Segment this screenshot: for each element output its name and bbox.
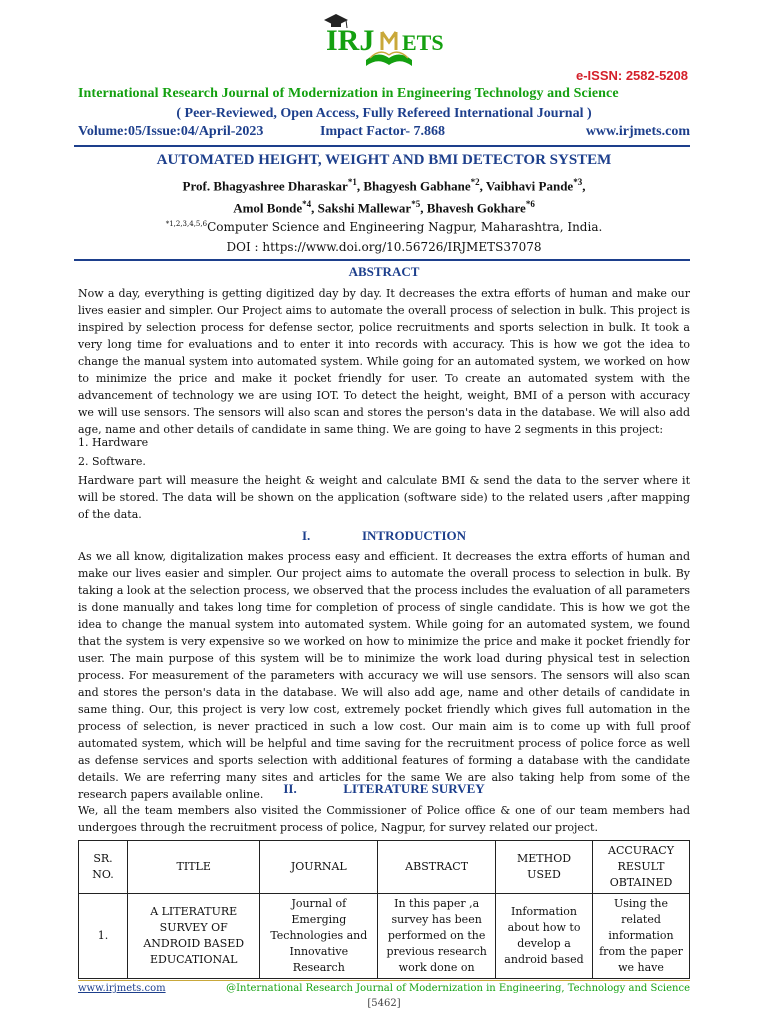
author-name: Bhagyesh Gabhane (363, 178, 471, 194)
intro-heading (0, 528, 768, 544)
section-number: I. (301, 528, 311, 543)
table-header-row (79, 841, 690, 894)
journal-logo (322, 10, 456, 70)
section-title: LITERATURE SURVEY (343, 781, 485, 796)
abstract-list-item: 1. Hardware (78, 436, 149, 449)
author-marker: *6 (525, 199, 535, 209)
author-name: Vaibhavi Pande (485, 178, 574, 194)
lit-heading (0, 781, 768, 797)
table-header: ACCURACY RESULT OBTAINED (592, 841, 689, 894)
affiliation (0, 220, 768, 234)
author-name: Amol Bonde (233, 200, 303, 216)
header-rule (74, 145, 690, 147)
table-header: ABSTRACT (378, 841, 496, 894)
section-number: II. (283, 781, 297, 796)
page-footer (78, 980, 690, 999)
table-header: TITLE (128, 841, 260, 894)
author-separator: , (356, 178, 364, 194)
intro-paragraph: As we all know, digitalization makes process easy and efficient. It decreases the extra efforts of human and make our lives easier and simpler. Our project aims to automate the overall process to selection in bulk. By taking a look at the selection process, we observed that the process includes the evaluation of all parameters is done manually and takes long time for completion of process of single candidate. This is how we got the idea to change the manual system into automated system. While going for an automated system, we found that the system is very expensive so we worked on how to minimize the price and make it pocket friendly for user. The main purpose of this system will be to minimize the work load during physical test in selection process. For measurement of the parameters with accuracy we will use sensors. The sensors will also scan and stores the person's data in the database. We will also add age, name and other details of candidate in same thing. Our, this project is very low cost, extremely pocket friendly which gives full automation in the process of selection, is never practiced in such a low cost. Our main aim is to come up with full proof automated system, which will be helpful and time saving for the recruitment process of police force as well as defense services and sports selection with additional features of forming a database with the candidate details. We are referring many sites and articles for the same We are also taking help from some of the research papers available online. (78, 550, 690, 801)
peer-review-note: ( Peer-Reviewed, Open Access, Fully Refereed International Journal ) (176, 106, 592, 121)
logo-text-right: ETS (402, 30, 444, 55)
author-marker: *4 (302, 199, 312, 209)
footer-copyright: @International Research Journal of Modernization in Engineering, Technology and Science (226, 983, 690, 994)
author-separator: , (420, 200, 427, 216)
author-name: Bhavesh Gokhare (426, 200, 526, 216)
table-cell: Information about how to develop a android based (496, 894, 593, 979)
abstract-heading: ABSTRACT (348, 264, 420, 279)
journal-title: International Research Journal of Modernization in Engineering Technology and Science (78, 86, 619, 101)
author-marker: *2 (470, 177, 480, 187)
table-cell: Using the related information from the paper we have (592, 894, 689, 979)
author-separator: , (479, 178, 486, 194)
website-link[interactable]: www.irjmets.com (585, 124, 690, 139)
page-number: [5462] (367, 998, 401, 1009)
table-cell: A LITERATURE SURVEY OF ANDROID BASED EDUCATIONAL (128, 894, 260, 979)
impact-factor: Impact Factor- 7.868 (320, 124, 446, 139)
logo-text-left: IRJ (326, 24, 375, 57)
table-header: METHOD USED (496, 841, 593, 894)
affiliation-text: Computer Science and Engineering Nagpur, Maharashtra, India. (207, 220, 603, 234)
abstract-paragraph: Now a day, everything is getting digitized day by day. It decreases the extra efforts of human and make our lives easier and simpler. Our Project aims to automate the overall process of selection in bulk. This project is inspired by selection process for defense sector, police recruitments and sports selection in bulk. It took a very long time for evaluations and to enter it into records with accuracy. This is how we got the idea to change the manual system into automated system. While going for an automated system, we worked on how to minimize the price and make it pocket friendly for user. To create an automated system with the advancement of technology we are using IOT. To detect the height, weight, BMI of a person with accuracy we will use sensors. The sensors will also scan and stores the person's data in the database. We will also add age, name and other details of candidate in same thing. We are going to have 2 segments in this project: (78, 287, 690, 436)
author-separator: , (311, 200, 318, 216)
literature-table (78, 840, 690, 979)
authors-line-1 (0, 177, 768, 194)
author-marker: *5 (411, 199, 421, 209)
author-name: Sakshi Mallewar (317, 200, 412, 216)
abstract-paragraph-2: Hardware part will measure the height & weight and calculate BMI & send the data to the server where it will be stored. The data will be shown on the application (software side) to the related users ,after mapping of the data. (78, 474, 690, 521)
affiliation-marker: *1,2,3,4,5,6 (165, 220, 208, 228)
title-rule (74, 259, 690, 261)
author-name: Prof. Bhagyashree Dharaskar (182, 178, 348, 194)
authors-line-2 (0, 199, 768, 216)
author-marker: *3 (573, 177, 583, 187)
volume-row (78, 124, 690, 142)
table-header: SR. NO. (79, 841, 128, 894)
table-cell: 1. (79, 894, 128, 979)
footer-website-link[interactable]: www.irjmets.com (78, 983, 166, 994)
abstract-list-item: 2. Software. (78, 455, 146, 468)
author-marker: *1 (347, 177, 357, 187)
table-row (79, 894, 690, 979)
author-separator: , (582, 178, 586, 194)
section-title: INTRODUCTION (361, 528, 466, 543)
table-cell: In this paper ,a survey has been performed on the previous research work done on (378, 894, 496, 979)
doi[interactable]: DOI : https://www.doi.org/10.56726/IRJMETS37078 (226, 240, 542, 254)
table-cell: Journal of Emerging Technologies and Innovative Research (260, 894, 378, 979)
lit-paragraph: We, all the team members also visited the Commissioner of Police office & one of our team members had undergoes through the recruitment process of police, Nagpur, for survey related our project. (78, 804, 690, 834)
eissn: e-ISSN: 2582-5208 (575, 68, 688, 83)
paper-title: AUTOMATED HEIGHT, WEIGHT AND BMI DETECTOR SYSTEM (156, 152, 612, 168)
table-header: JOURNAL (260, 841, 378, 894)
volume-issue: Volume:05/Issue:04/April-2023 (78, 124, 264, 139)
